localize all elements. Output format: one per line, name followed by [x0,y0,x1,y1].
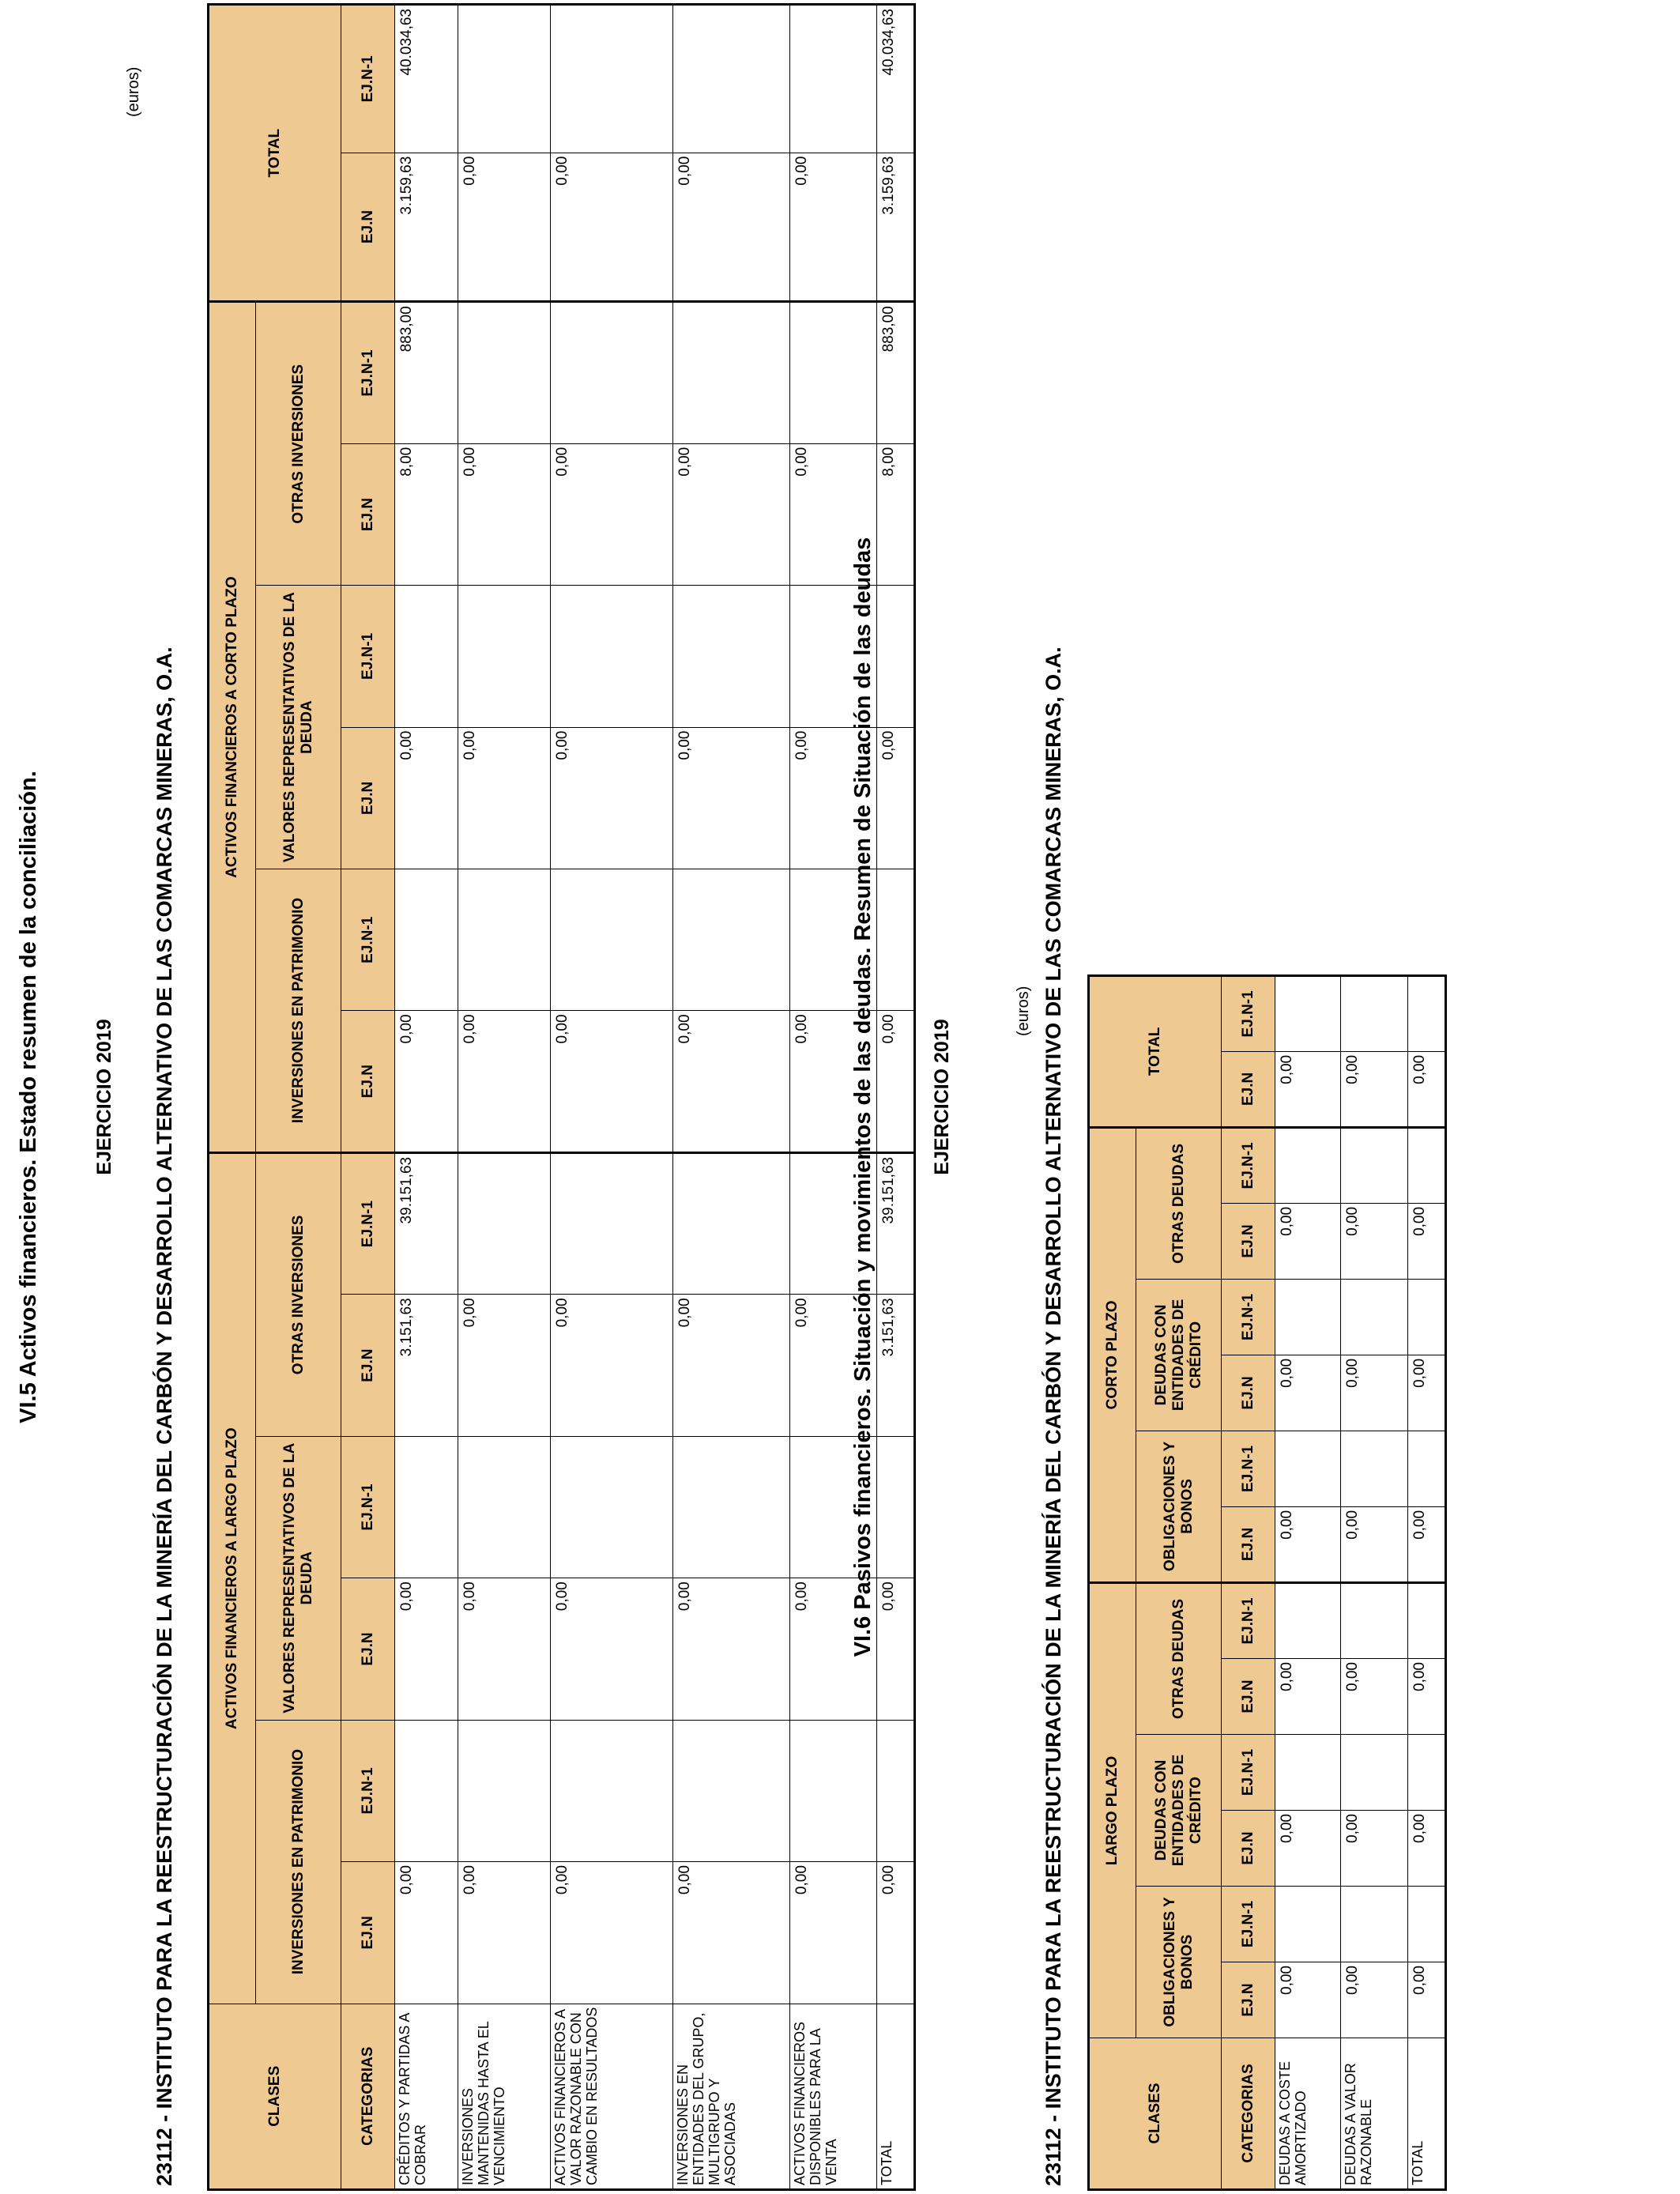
row-value [458,586,551,727]
row-value [1275,1887,1341,1962]
row-value: 8,00 [877,443,915,585]
ejn1-header: EJ.N-1 [341,302,395,444]
row-value: 0,00 [1408,1203,1446,1279]
units-vi5: (euros) [125,66,142,117]
row-value: 0,00 [1275,1051,1341,1127]
ejn1-header: EJ.N-1 [341,1152,395,1295]
row-value [673,1720,790,1861]
row-value: 0,00 [458,153,551,302]
row-value: 0,00 [1408,1506,1446,1582]
ejn1-header: EJ.N-1 [341,5,395,153]
row-value [1275,1279,1341,1355]
col-val-short: VALORES REPRESENTATIVOS DE LA DEUDA [256,586,341,869]
row-value [1275,1127,1341,1203]
row-value: 0,00 [1408,1659,1446,1735]
ejn1-header: EJ.N-1 [341,869,395,1011]
row-value [551,586,673,727]
row-value [395,1436,458,1578]
row-value [877,869,915,1011]
ejn1-header: EJ.N-1 [1222,1735,1275,1811]
row-value: 0,00 [551,1295,673,1436]
row-category: DEUDAS A VALOR RAZONABLE [1341,2038,1408,2190]
row-value: 40.034,63 [877,5,915,153]
row-value: 0,00 [395,1862,458,2004]
row-value [551,302,673,444]
ejercicio-vi6: EJERCICIO 2019 [931,1019,953,1175]
col-val-long: VALORES REPRESENTATIVOS DE LA DEUDA [256,1436,341,1720]
ejn1-header: EJ.N-1 [1222,975,1275,1051]
row-value [1341,1582,1408,1658]
row-value: 0,00 [790,153,877,302]
row-value: 0,00 [1341,1051,1408,1127]
row-value [551,1720,673,1861]
row-value [673,586,790,727]
row-value: 0,00 [395,1011,458,1152]
row-value: 39.151,63 [877,1152,915,1295]
row-value: 0,00 [1341,1355,1408,1431]
row-value: 0,00 [395,727,458,869]
row-value: 0,00 [1408,1811,1446,1887]
row-value: 0,00 [673,1862,790,2004]
row-value [458,1436,551,1578]
row-category: ACTIVOS FINANCIEROS A VALOR RAZONABLE CON CAMBIO EN RESULTADOS [551,2004,673,2189]
ejn-header: EJ.N [341,1862,395,2004]
row-value: 0,00 [673,1011,790,1152]
row-value: 0,00 [458,1862,551,2004]
row-value: 0,00 [1341,1811,1408,1887]
row-value [458,1720,551,1861]
total-header: TOTAL [209,5,341,302]
row-value: 3.151,63 [395,1295,458,1436]
debts-table [1087,974,1447,2191]
assets-table [207,3,916,2191]
table-row [1275,975,1341,2189]
row-category: CRÉDITOS Y PARTIDAS A COBRAR [395,2004,458,2189]
ejn1-header: EJ.N-1 [1222,1887,1275,1962]
row-value: 0,00 [1341,1962,1408,2038]
row-value [1341,1431,1408,1506]
row-value: 40.034,63 [395,5,458,153]
section-title-vi6: VI.6 Pasivos financieros. Situación y movimientos de las deudas. Resumen de Situación de las deudas [850,537,876,1657]
row-value: 3.159,63 [877,153,915,302]
row-value [1275,1735,1341,1811]
categorias-header: CATEGORIAS [1222,2038,1275,2190]
row-value: 883,00 [877,302,915,444]
row-category: TOTAL [877,2004,915,2189]
row-value: 0,00 [790,443,877,585]
row-value: 0,00 [790,727,877,869]
institution-vi6: 23112 - INSTITUTO PARA LA REESTRUCTURACIÓN DE LA MINERÍA DEL CARBÓN Y DESARROLLO ALTERNATIVO DE LAS COMARCAS MINERAS, O.A. [1042,647,1065,2186]
row-value [395,586,458,727]
ejn-header: EJ.N [341,1295,395,1436]
row-value [1341,1127,1408,1203]
row-value [395,869,458,1011]
row-value: 0,00 [1275,1203,1341,1279]
row-value [1275,1582,1341,1658]
row-value: 0,00 [1275,1811,1341,1887]
ejn1-header: EJ.N-1 [1222,1582,1275,1658]
col-otras-long: OTRAS INVERSIONES [256,1152,341,1436]
row-value [551,5,673,153]
row-value: 0,00 [877,1011,915,1152]
row-value [1408,1279,1446,1355]
row-value [1408,975,1446,1051]
col-obl-long: OBLIGACIONES Y BONOS [1136,1887,1222,2038]
institution-vi5: 23112 - INSTITUTO PARA LA REESTRUCTURACIÓN DE LA MINERÍA DEL CARBÓN Y DESARROLLO ALTERNATIVO DE LAS COMARCAS MINERAS, O.A. [153,647,176,2186]
row-value [1341,1279,1408,1355]
row-value: 0,00 [790,1862,877,2004]
row-category: INVERSIONES EN ENTIDADES DEL GRUPO, MULTIGRUPO Y ASOCIADAS [673,2004,790,2189]
row-value: 0,00 [790,1578,877,1720]
row-value [877,1436,915,1578]
row-value: 39.151,63 [395,1152,458,1295]
ejn-header: EJ.N [1222,1203,1275,1279]
table-row [551,5,673,2190]
row-value [1341,975,1408,1051]
ejn1-header: EJ.N-1 [1222,1127,1275,1203]
ejn1-header: EJ.N-1 [1222,1279,1275,1355]
categorias-header: CATEGORIAS [341,2004,395,2189]
units-vi6: (euros) [1015,986,1032,1036]
row-value: 0,00 [551,727,673,869]
row-value [1408,1735,1446,1811]
ejn1-header: EJ.N-1 [341,1436,395,1578]
row-value: 0,00 [1275,1355,1341,1431]
col-deu-short: DEUDAS CON ENTIDADES DE CRÉDITO [1136,1279,1222,1431]
row-value [877,1720,915,1861]
ejn1-header: EJ.N-1 [1222,1431,1275,1506]
row-value: 0,00 [458,1578,551,1720]
row-value: 0,00 [1408,1962,1446,2038]
row-value [458,5,551,153]
col-otras-short: OTRAS DEUDAS [1136,1127,1222,1279]
ejn-header: EJ.N [1222,1811,1275,1887]
row-value: 0,00 [790,1295,877,1436]
clases-header: CLASES [1089,2038,1222,2190]
table-row [395,5,458,2190]
table-row [1341,975,1408,2189]
row-value: 0,00 [458,1011,551,1152]
row-value: 0,00 [1275,1506,1341,1582]
ejn-header: EJ.N [341,1578,395,1720]
table-row [877,5,915,2190]
row-value: 0,00 [673,443,790,585]
row-value: 0,00 [1408,1355,1446,1431]
row-value [551,869,673,1011]
row-value: 0,00 [551,1862,673,2004]
row-value [1408,1431,1446,1506]
row-value: 0,00 [1408,1051,1446,1127]
row-value [673,302,790,444]
ejn-header: EJ.N [1222,1355,1275,1431]
row-value: 0,00 [1341,1506,1408,1582]
row-value [458,869,551,1011]
col-inv-short: INVERSIONES EN PATRIMONIO [256,869,341,1153]
row-value [1341,1887,1408,1962]
row-value [1408,1582,1446,1658]
row-value [673,1152,790,1295]
row-category: TOTAL [1408,2038,1446,2190]
row-value [458,1152,551,1295]
ejn1-header: EJ.N-1 [341,586,395,727]
row-value: 0,00 [458,727,551,869]
col-obl-short: OBLIGACIONES Y BONOS [1136,1431,1222,1582]
row-value [673,5,790,153]
row-value [551,1436,673,1578]
ejn1-header: EJ.N-1 [341,1720,395,1861]
row-value: 0,00 [551,443,673,585]
row-value [1275,975,1341,1051]
row-value: 0,00 [1341,1203,1408,1279]
ejn-header: EJ.N [341,727,395,869]
row-value: 0,00 [877,1862,915,2004]
row-value [1341,1735,1408,1811]
row-value: 3.159,63 [395,153,458,302]
row-value: 0,00 [673,1578,790,1720]
row-value [551,1152,673,1295]
row-category: INVERSIONES MANTENIDAS HASTA EL VENCIMIENTO [458,2004,551,2189]
group-long-header: LARGO PLAZO [1089,1582,1136,2038]
table-row [458,5,551,2190]
ejn-header: EJ.N [341,443,395,585]
row-value: 8,00 [395,443,458,585]
row-value: 0,00 [395,1578,458,1720]
row-category: DEUDAS A COSTE AMORTIZADO [1275,2038,1341,2190]
row-value: 3.151,63 [877,1295,915,1436]
ejn-header: EJ.N [1222,1051,1275,1127]
row-value: 0,00 [1341,1659,1408,1735]
row-value: 883,00 [395,302,458,444]
ejercicio-vi5: EJERCICIO 2019 [93,1019,115,1175]
row-category: ACTIVOS FINANCIEROS DISPONIBLES PARA LA VENTA [790,2004,877,2189]
ejn-header: EJ.N [1222,1659,1275,1735]
row-value: 0,00 [673,153,790,302]
row-value [1408,1127,1446,1203]
group-short-header: CORTO PLAZO [1089,1127,1136,1582]
row-value: 0,00 [1275,1659,1341,1735]
row-value: 0,00 [673,727,790,869]
row-value: 0,00 [458,1295,551,1436]
row-value [1408,1887,1446,1962]
col-inv-long: INVERSIONES EN PATRIMONIO [256,1720,341,2004]
row-value: 0,00 [458,443,551,585]
table-row [673,5,790,2190]
row-value [1275,1431,1341,1506]
row-value [458,302,551,444]
col-deu-long: DEUDAS CON ENTIDADES DE CRÉDITO [1136,1735,1222,1887]
row-value: 0,00 [673,1295,790,1436]
row-value: 0,00 [877,727,915,869]
section-title-vi5: VI.5 Activos financieros. Estado resumen de la conciliación. [16,771,41,1423]
group-long-header: ACTIVOS FINANCIEROS A LARGO PLAZO [209,1152,256,2004]
group-short-header: ACTIVOS FINANCIEROS A CORTO PLAZO [209,302,256,1153]
row-value: 0,00 [790,1011,877,1152]
row-value: 0,00 [551,1011,673,1152]
row-value: 0,00 [877,1578,915,1720]
row-value: 0,00 [551,1578,673,1720]
row-value [673,869,790,1011]
row-value [673,1436,790,1578]
ejn-header: EJ.N [341,1011,395,1152]
total-header: TOTAL [1089,975,1222,1127]
ejn-header: EJ.N [1222,1962,1275,2038]
row-value [395,1720,458,1861]
ejn-header: EJ.N [1222,1506,1275,1582]
row-value [877,586,915,727]
clases-header: CLASES [209,2004,341,2189]
row-value: 0,00 [551,153,673,302]
col-otras-long: OTRAS DEUDAS [1136,1582,1222,1734]
col-otras-short: OTRAS INVERSIONES [256,302,341,586]
ejn-header: EJ.N [341,153,395,302]
table-row [1408,975,1446,2189]
row-value: 0,00 [1275,1962,1341,2038]
